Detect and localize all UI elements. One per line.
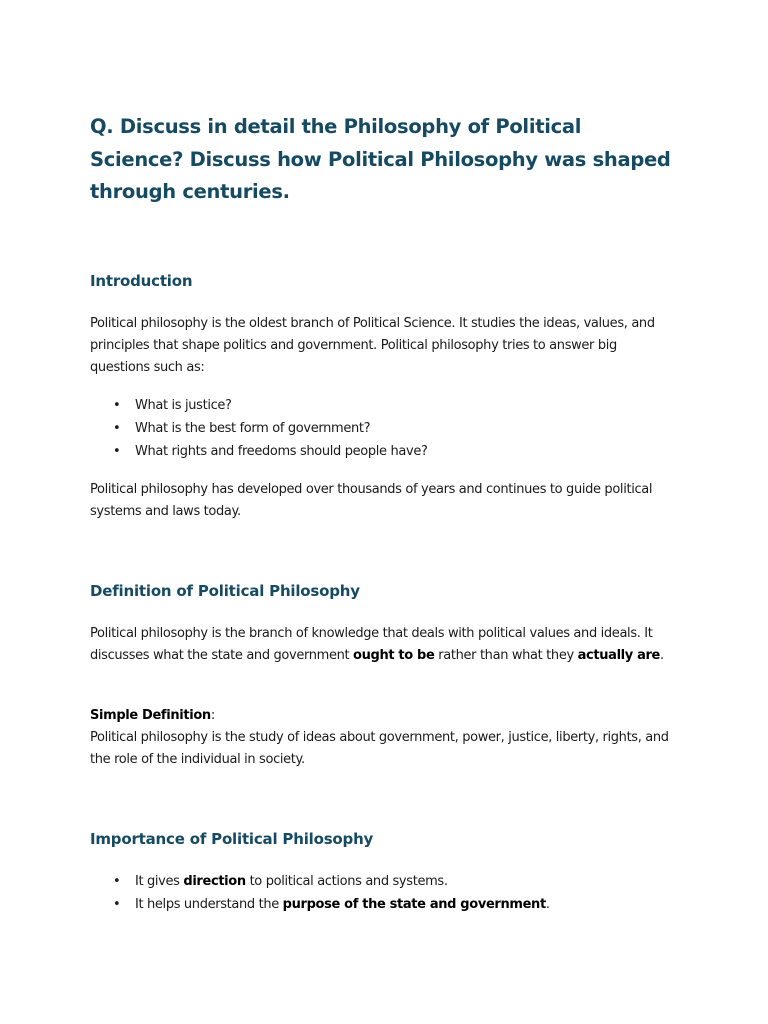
simple-definition-label: Simple Definition: [90, 708, 211, 723]
simple-definition-paragraph: Simple Definition: Political philosophy is the study of ideas about government, power, justice, liberty, rights, and the role of the individual in society.: [90, 708, 669, 767]
list-item: • What is the best form of government?: [90, 418, 680, 441]
bullet-icon: •: [113, 874, 121, 889]
importance-list: [90, 871, 680, 917]
section-heading-definition: Definition of Political Philosophy: [90, 582, 360, 600]
list-item: • What is justice?: [90, 395, 680, 418]
list-item: • It helps understand the purpose of the state and government.: [90, 894, 680, 917]
definition-paragraph: Political philosophy is the branch of knowledge that deals with political values and ideals. It discusses what the state and government ought to be rather than what they actually are.: [90, 626, 664, 663]
page-title: Q. Discuss in detail the Philosophy of Political Science? Discuss how Political Philosophy was shaped through centuries.: [90, 115, 671, 203]
bullet-icon: •: [113, 443, 121, 459]
bullet-icon: •: [113, 896, 121, 912]
list-item: • It gives direction to political actions and systems.: [90, 871, 680, 894]
section-heading-introduction: Introduction: [90, 272, 193, 290]
bullet-icon: •: [113, 398, 121, 413]
section-heading-importance: Importance of Political Philosophy: [90, 830, 374, 848]
intro-paragraph-2: Political philosophy has developed over thousands of years and continues to guide political systems and laws today.: [90, 482, 653, 519]
bullet-icon: •: [113, 420, 121, 436]
intro-question-list: [90, 395, 680, 463]
list-item: • What rights and freedoms should people have?: [90, 441, 680, 464]
intro-paragraph-1: Political philosophy is the oldest branch of Political Science. It studies the ideas, values, and principles that shape politics and government. Political philosophy tries to answer big questions such as:: [90, 316, 655, 375]
